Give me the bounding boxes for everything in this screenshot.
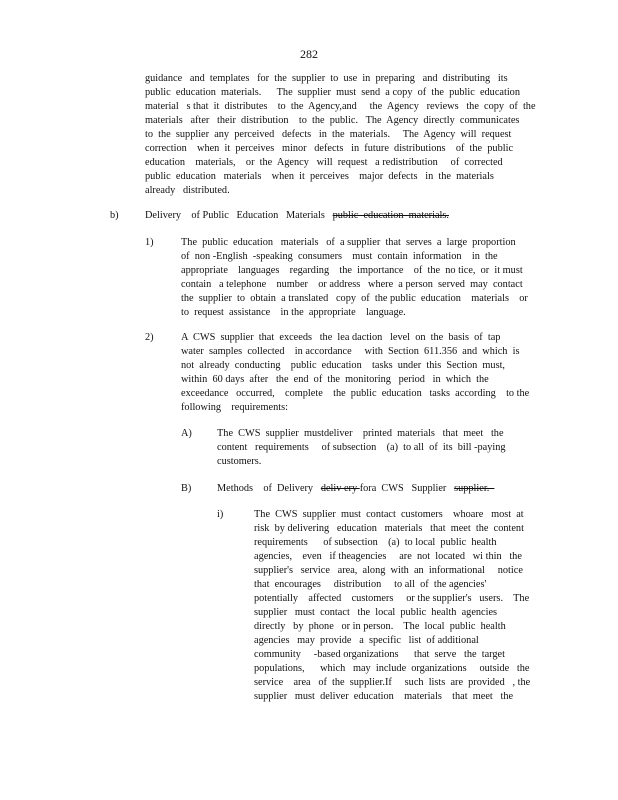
- intro-line: already distributed.: [145, 185, 230, 196]
- intro-line: materials after their distribution to the public. The Agency directly communicates: [145, 115, 520, 126]
- item-i-line: supplier's service area, along with an informational notice: [254, 565, 523, 576]
- item-b-struck-text-2: supplier.: [454, 483, 495, 494]
- item-i-line: risk by delivering education materials that meet the content: [254, 523, 524, 534]
- intro-line: public education materials. The supplier must send a copy of the public education: [145, 87, 520, 98]
- item-i-marker: i): [217, 509, 224, 520]
- item-2-line: not already conducting public education tasks under this Section must,: [181, 360, 506, 371]
- item-i-line: that encourages distribution to all of the agencies': [254, 579, 487, 590]
- item-i-line: service area of the supplier.If such lists are provided , the: [254, 677, 531, 688]
- item-2-line: following requirements:: [181, 402, 288, 413]
- intro-line: guidance and templates for the supplier to use in preparing and distributing its: [145, 73, 508, 84]
- intro-line: correction when it perceives minor defects in future distributions of the public: [145, 143, 514, 154]
- item-a-line: content requirements of subsection (a) to all of its bill -paying: [217, 442, 506, 453]
- section-b-heading: [145, 209, 545, 223]
- intro-line: to the supplier any perceived defects in the materials. The Agency will request: [145, 129, 512, 140]
- page-number: 282: [300, 47, 318, 61]
- intro-line: public education materials when it perceives major defects in the materials: [145, 171, 494, 182]
- item-i-line: potentially affected customers or the supplier's users. The: [254, 593, 530, 604]
- item-2-line: A CWS supplier that exceeds the lea daction level on the basis of tap: [181, 332, 501, 343]
- item-i-paragraph: [254, 508, 554, 704]
- intro-line: education materials, or the Agency will request a redistribution of corrected: [145, 157, 503, 168]
- section-b-struck-text: public education materials.: [332, 210, 449, 221]
- item-a-paragraph: [217, 427, 547, 469]
- item-i-line: requirements of subsection (a) to local public health: [254, 537, 497, 548]
- item-1-line: the supplier to obtain a translated copy of the public education materials or: [181, 293, 528, 304]
- item-b-struck-text-1: deliv ery: [320, 483, 360, 494]
- item-1-line: contain a telephone number or address where a person served may contact: [181, 279, 523, 290]
- item-b-marker: B): [181, 483, 192, 494]
- item-1-paragraph: [181, 236, 551, 320]
- item-2-line: water samples collected in accordance with Section 611.356 and which is: [181, 346, 520, 357]
- item-2-paragraph: [181, 331, 551, 415]
- item-b-heading: [217, 482, 547, 496]
- item-i-line: directly by phone or in person. The local public health: [254, 621, 506, 632]
- item-i-line: agencies, even if theagencies are not located wi thin the: [254, 551, 522, 562]
- intro-line: material s that it distributes to the Agency,and the Agency reviews the copy of the: [145, 101, 536, 112]
- item-i-line: supplier must deliver education materials that meet the: [254, 691, 514, 702]
- item-2-line: exceedance occurred, complete the public education tasks according to the: [181, 388, 530, 399]
- section-b-marker: b): [110, 210, 119, 221]
- item-b-text-before: Methods of Delivery: [217, 483, 321, 494]
- item-a-line: The CWS supplier mustdeliver printed materials that meet the: [217, 428, 504, 439]
- item-1-marker: 1): [145, 237, 154, 248]
- section-b-title: Delivery of Public Education Materials: [145, 210, 333, 221]
- item-b-text-middle: fora CWS Supplier: [359, 483, 455, 494]
- item-1-line: The public education materials of a supplier that serves a large proportion: [181, 237, 516, 248]
- item-2-line: within 60 days after the end of the monitoring period in which the: [181, 374, 489, 385]
- item-a-marker: A): [181, 428, 192, 439]
- item-1-line: to request assistance in the appropriate language.: [181, 307, 406, 318]
- item-i-line: The CWS supplier must contact customers whoare most at: [254, 509, 524, 520]
- intro-paragraph: [145, 72, 545, 198]
- item-2-marker: 2): [145, 332, 154, 343]
- item-i-line: agencies may provide a specific list of additional: [254, 635, 479, 646]
- item-1-line: appropriate languages regarding the importance of the no tice, or it must: [181, 265, 523, 276]
- item-i-line: community -based organizations that serve the target: [254, 649, 505, 660]
- item-i-line: supplier must contact the local public health agencies: [254, 607, 498, 618]
- item-i-line: populations, which may include organizations outside the: [254, 663, 530, 674]
- item-1-line: of non -English -speaking consumers must contain information in the: [181, 251, 498, 262]
- item-a-line: customers.: [217, 456, 262, 467]
